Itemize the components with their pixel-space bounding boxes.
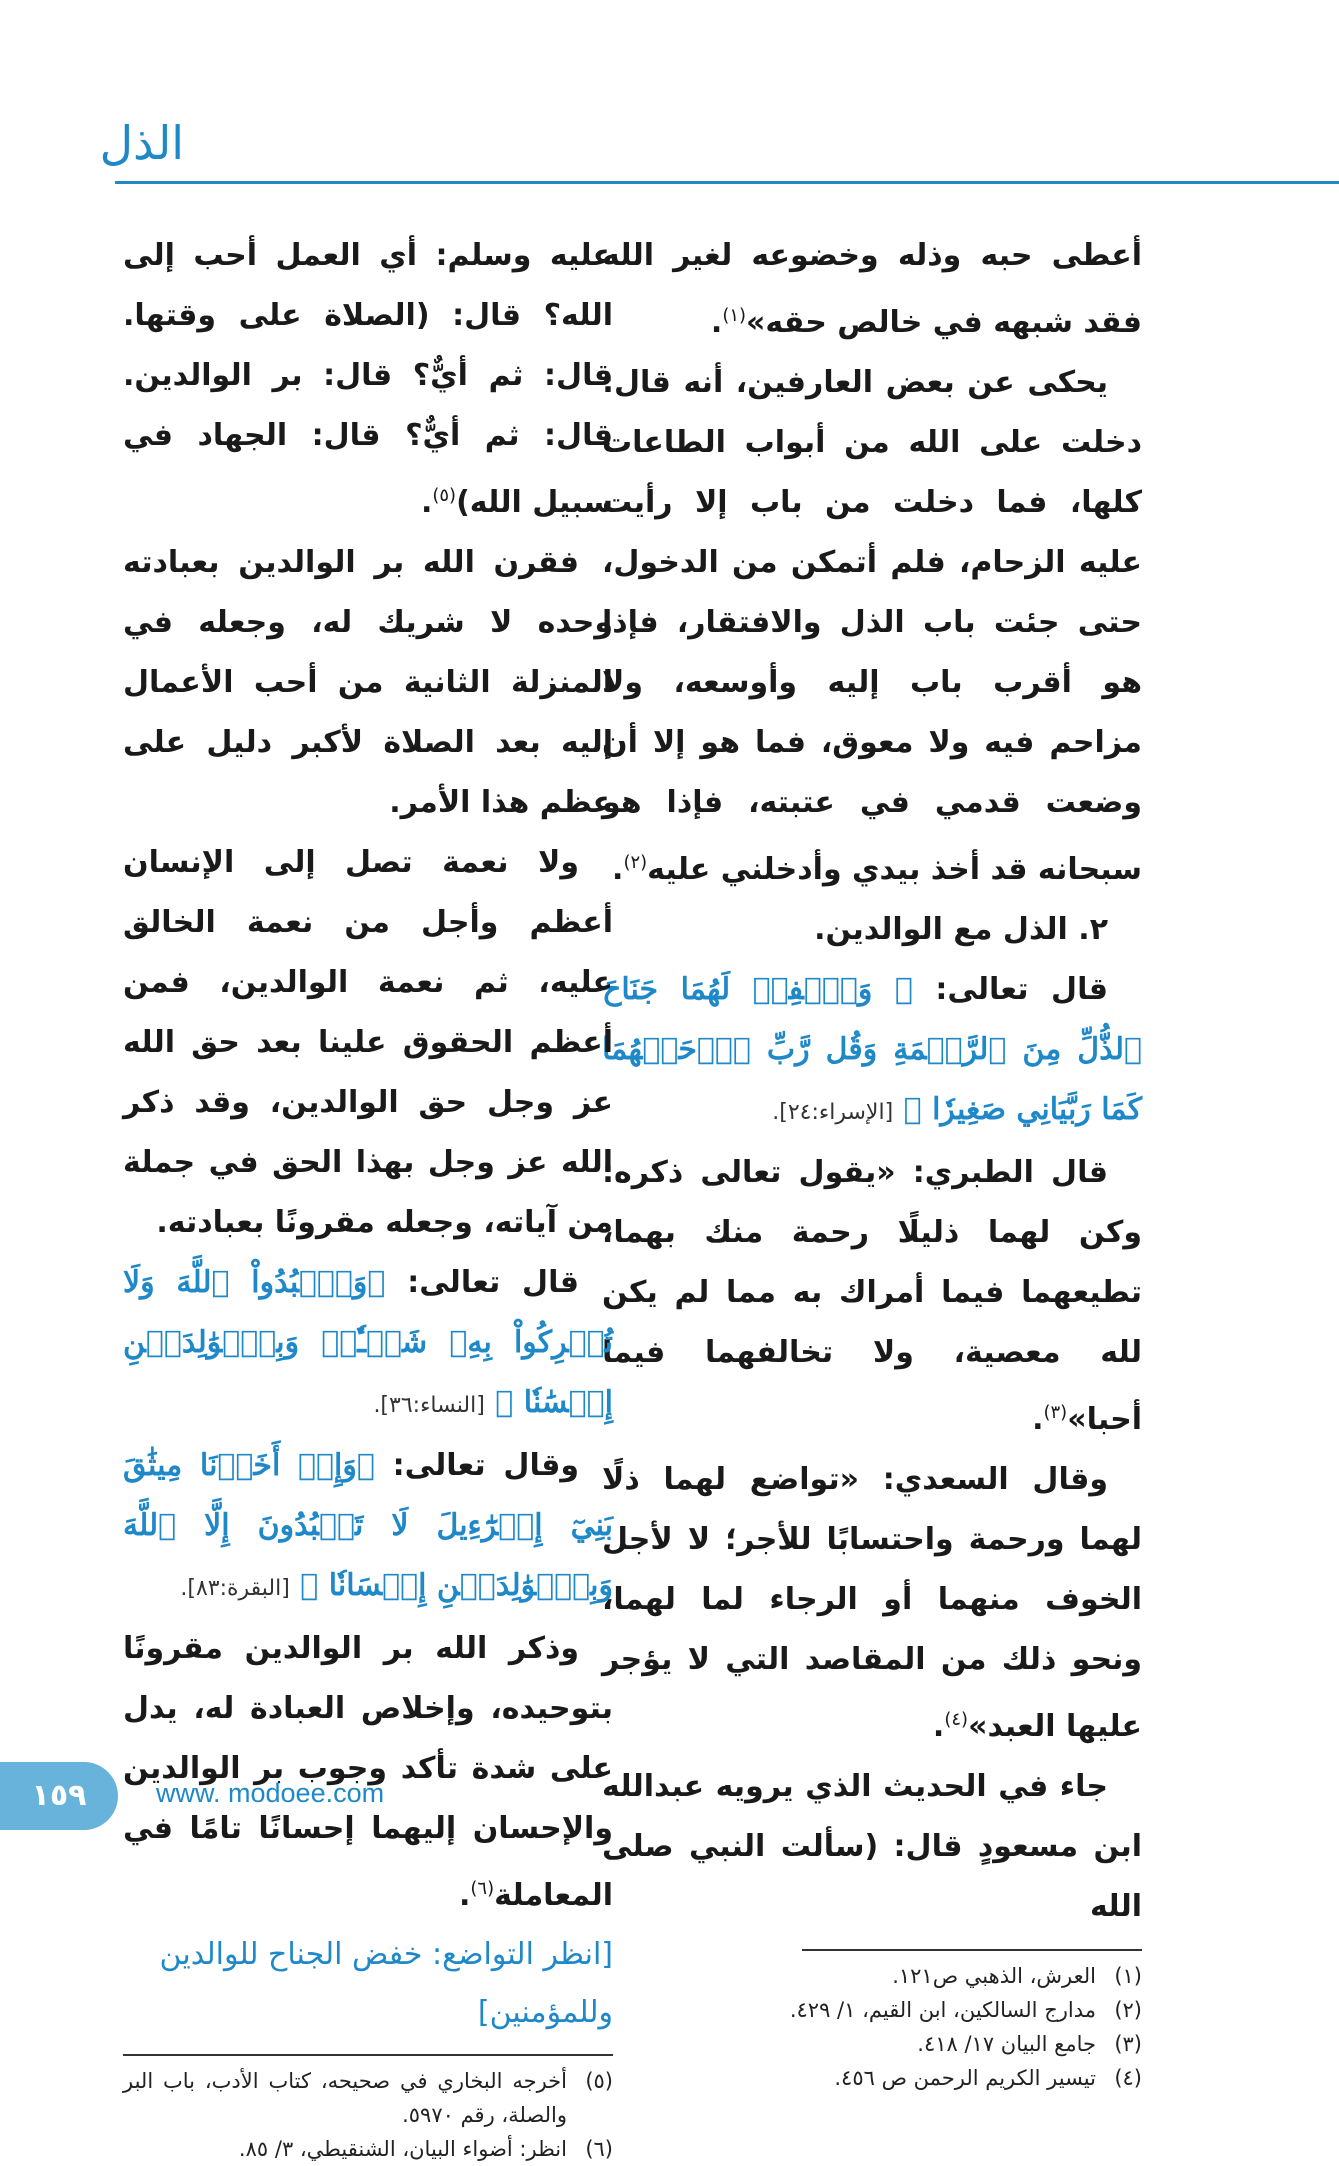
paragraph: جاء في الحديث الذي يرويه عبدالله ابن مسعودٍ قال: (سألت النبي صلى الله [602, 1769, 1142, 1924]
paragraph: أعطى حبه وذله وخضوعه لغير الله فقد شبهه في خالص حقه»$^{(١)}$. [602, 238, 1142, 340]
footnote: (١)العرش، الذهبي ص١٢١. [892, 1964, 1142, 1988]
page-number: ١٥٩ [0, 1762, 118, 1830]
paragraph: فقرن الله بر الوالدين بعبادته وحده لا شريك له، وجعله في المنزلة الثانية من أحب الأعمال إليه بعد الصلاة لأكبر دليل على عظم هذا الأمر. [123, 545, 613, 820]
footnote-marker[interactable]: (٦) [470, 1878, 495, 1899]
see-also-link[interactable]: [انظر التواضع: خفض الجناح للوالدين وللمؤمنين] [159, 1937, 613, 2030]
footnotes [123, 2064, 613, 2166]
right-column [602, 226, 1142, 2095]
footnotes [602, 1959, 1142, 2095]
quran-verse: ﴿وَإِذۡ أَخَذۡنَا مِيثَٰقَ بَنِيٓ إِسۡرَٰٓءِيلَ لَا تَعۡبُدُونَ إِلَّا ٱللَّهَ وَبِٱلۡوَٰلِدَيۡنِ إِحۡسَانٗا ﴾ [123, 1448, 613, 1603]
header-rule [115, 181, 1339, 184]
verse-reference: [البقرة:٨٣]. [180, 1576, 290, 1601]
section-heading: ٢. الذل مع الوالدين. [814, 912, 1108, 947]
quran-paragraph: وقال تعالى: ﴿وَإِذۡ أَخَذۡنَا مِيثَٰقَ بَنِيٓ إِسۡرَٰٓءِيلَ لَا تَعۡبُدُونَ إِلَّا ٱللَّهَ وَبِٱلۡوَٰلِدَيۡنِ إِحۡسَانٗا ﴾ [البقرة:٨٣]. [123, 1448, 613, 1603]
footnote: (٣)جامع البيان ١٧/ ٤١٨. [917, 2032, 1142, 2056]
footnote-marker[interactable]: (٥) [432, 485, 457, 506]
quran-paragraph: قال تعالى: ﴿وَٱعۡبُدُواْ ٱللَّهَ وَلَا تُشۡرِكُواْ بِهِۦ شَيۡـٔٗاۖ وَبِٱلۡوَٰلِدَيۡنِ إِحۡسَٰنٗا ﴾ [النساء:٣٦]. [123, 1265, 613, 1420]
left-column [123, 226, 613, 2166]
verse-reference: [الإسراء:٢٤]. [772, 1100, 894, 1125]
paragraph: ولا نعمة تصل إلى الإنسان أعظم وأجل من نعمة الخالق عليه، ثم نعمة الوالدين، فمن أعظم الحقوق علينا بعد حق الله عز وجل حق الوالدين، وقد ذكر الله عز وجل بهذا الحق في جملة من آياته، وجعله مقرونًا بعبادته. [123, 845, 613, 1240]
paragraph: وقال السعدي: «تواضع لهما ذلًا لهما ورحمة واحتسابًا للأجر؛ لا لأجل الخوف منهما أو الرجاء لما لهما، ونحو ذلك من المقاصد التي لا يؤجر عليها العبد»$^{(٤)}$. [602, 1462, 1142, 1744]
paragraph: يحكى عن بعض العارفين، أنه قال: دخلت على الله من أبواب الطاعات كلها، فما دخلت من باب إلا رأيت عليه الزحام، فلم أتمكن من الدخول، حتى جئت باب الذل والافتقار، فإذا هو أقرب باب إليه وأوسعه، ولا مزاحم فيه ولا معوق، فما هو إلا أن وضعت قدمي في عتبته، فإذا هو سبحانه قد أخذ بيدي وأدخلني عليه$^{(٢)}$. [602, 365, 1142, 887]
footnote-marker[interactable]: (٢) [623, 852, 648, 873]
footnote: (٥)أخرجه البخاري في صحيحه، كتاب الأدب، باب البر والصلة، رقم ٥٩٧٠. [123, 2069, 613, 2127]
footnote-marker[interactable]: (١) [722, 305, 747, 326]
quran-paragraph: قال تعالى: ﴿ وَٱخۡفِضۡ لَهُمَا جَنَاحَ ٱلذُّلِّ مِنَ ٱلرَّحۡمَةِ وَقُل رَّبِّ ٱرۡحَمۡهُمَا كَمَا رَبَّيَانِي صَغِيرٗا ﴾ [الإسراء:٢٤]. [602, 972, 1142, 1127]
footnote-marker[interactable]: (٤) [944, 1709, 969, 1730]
quran-verse: ﴿ وَٱخۡفِضۡ لَهُمَا جَنَاحَ ٱلذُّلِّ مِنَ ٱلرَّحۡمَةِ وَقُل رَّبِّ ٱرۡحَمۡهُمَا كَمَا رَبَّيَانِي صَغِيرٗا ﴾ [602, 972, 1142, 1127]
page-title: الذل [99, 116, 184, 170]
footnote-marker[interactable]: (٣) [1043, 1402, 1068, 1423]
paragraph: عليه وسلم: أي العمل أحب إلى الله؟ قال: (الصلاة على وقتها. قال: ثم أيٌّ؟ قال: بر الوالدين. قال: ثم أيٌّ؟ قال: الجهاد في سبيل الله)$^{(٥)}$. [123, 238, 613, 520]
website-link[interactable]: www. modoee.com [156, 1778, 385, 1808]
footnote: (٦)انظر: أضواء البيان، الشنقيطي، ٣/ ٨٥. [238, 2137, 613, 2161]
footnote: (٤)تيسير الكريم الرحمن ص ٤٥٦. [834, 2066, 1142, 2090]
footnote: (٢)مدارج السالكين، ابن القيم، ١/ ٤٢٩. [789, 1998, 1142, 2022]
footnote-divider [123, 2054, 613, 2056]
footnote-divider [802, 1949, 1142, 1951]
paragraph: قال الطبري: «يقول تعالى ذكره: وكن لهما ذليلًا رحمة منك بهما، تطيعهما فيما أمراك به مما لم يكن لله معصية، ولا تخالفهما فيما أحبا»$^{(٣)}$. [602, 1155, 1142, 1437]
paragraph: وذكر الله بر الوالدين مقرونًا بتوحيده، وإخلاص العبادة له، يدل على شدة تأكد وجوب بر الوالدين والإحسان إليهما إحسانًا تامًا في المعاملة$^{(٦)}$. [123, 1631, 613, 1913]
verse-reference: [النساء:٣٦]. [373, 1393, 485, 1418]
quran-verse: ﴿وَٱعۡبُدُواْ ٱللَّهَ وَلَا تُشۡرِكُواْ بِهِۦ شَيۡـٔٗاۖ وَبِٱلۡوَٰلِدَيۡنِ إِحۡسَٰنٗا ﴾ [123, 1265, 613, 1420]
